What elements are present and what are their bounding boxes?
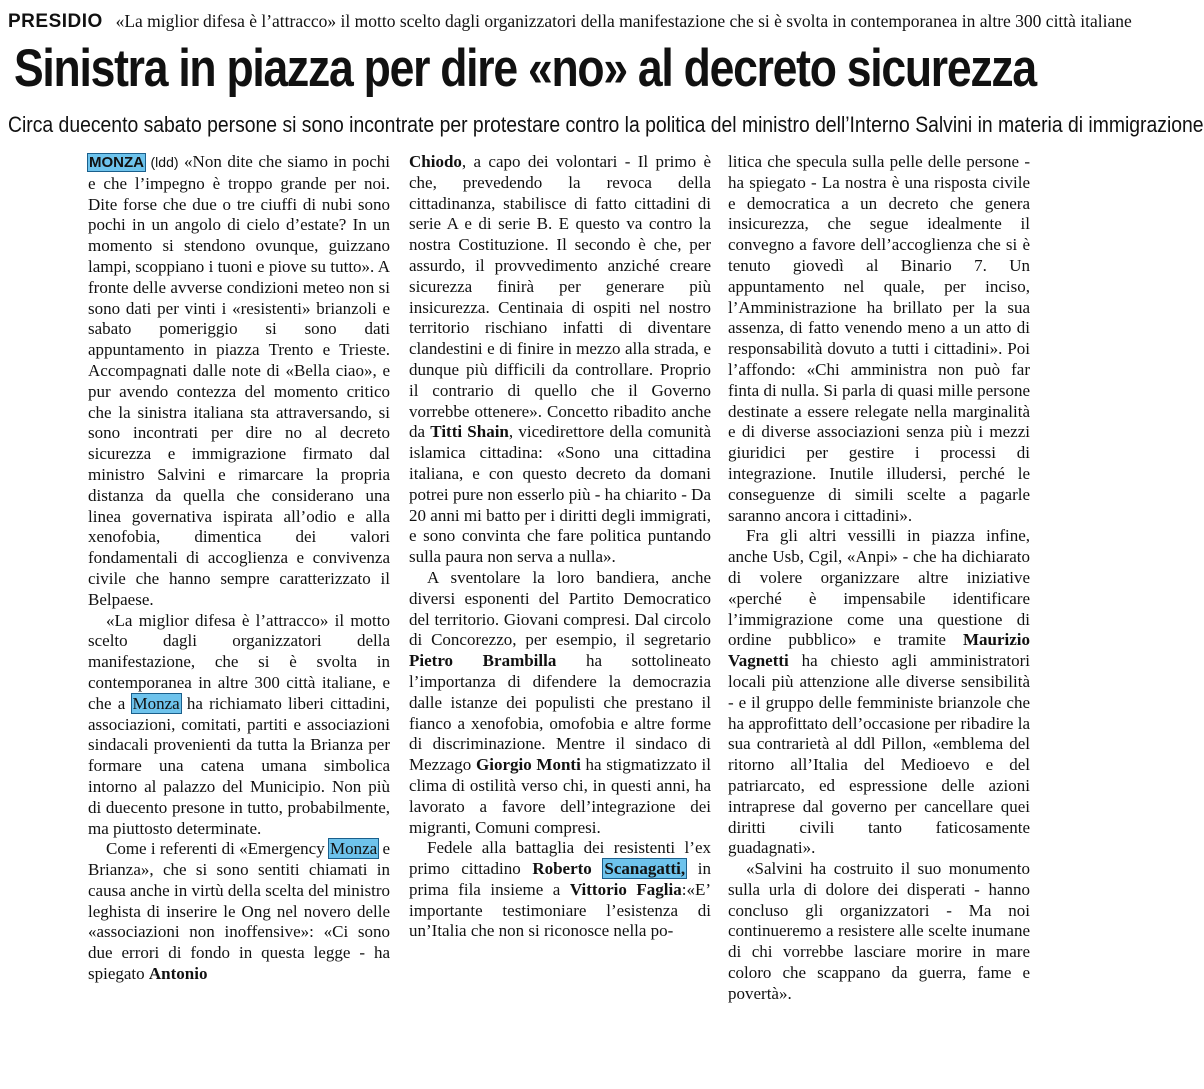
kicker-line	[8, 8, 1132, 34]
person-name: Vittorio Faglia	[569, 879, 682, 899]
paragraph-text: in prima fila insieme a	[409, 859, 711, 899]
paragraph-text: A sventolare la loro bandiera, anche diversi esponenti del Partito Democratico del territorio. Giovani compresi. Dal circolo di Concorezzo, per esempio, il segretario	[409, 567, 711, 650]
paragraph	[409, 838, 711, 942]
paragraph-text: , vicedirettore della comunità islamica cittadina: «Sono una cittadina italiana, e con questo decreto da domani potrei pure non esserlo più - ha chiarito - Da 20 anni mi batto per i diritti degli immigrati, e sono convinta che fare politica puntando sulla paura non serva a nulla».	[409, 422, 712, 567]
paragraph-text: :«E’ importante testimoniare l’esistenza di un’Italia che non si riconosce nella po-	[409, 879, 711, 941]
paragraph	[88, 611, 390, 840]
paragraph-text: ha richiamato liberi cittadini, associazioni, comitati, partiti e associazioni sindacali provenienti da tutta la Brianza per formare una catena umana simbolica intorno al palazzo del Municipio. Non più di duecento presone in tutto, probabilmente, ma piuttosto determinate.	[88, 693, 391, 838]
article-column-2	[409, 152, 711, 1077]
paragraph-text: , a capo dei volontari - Il primo è che, prevedendo la revoca della cittadinanza, stabilisce di fatto cittadini di serie A e di serie B. E questo va contro la nostra Costituzione. Il secondo è che, per assurdo, il provvedimento anziché creare sicurezza finirà per generare più insicurezza. Centinaia di ospiti nel nostro territorio rischiano infatti di diventare clandestini e di finire in mezzo alla strada, e dunque più difficili da controllare. Proprio il contrario di quello che il Governo vorrebbe ottenere». Concetto ribadito anche da	[409, 152, 711, 442]
paragraph	[728, 859, 1030, 1005]
person-name: Chiodo	[409, 152, 462, 171]
highlight-keyword: Monza	[132, 693, 180, 713]
kicker-text: «La miglior difesa è l’attracco» il motto scelto dagli organizzatori della manifestazione che si è svolta in contemporanea in altre 300 città italiane	[115, 11, 1132, 31]
dateline-place: MONZA	[89, 154, 144, 171]
article-column-1	[88, 152, 390, 1077]
highlight-keyword: Scanagatti,	[604, 859, 686, 879]
paragraph-text: «Salvini ha costruito il suo monumento sulla urla di dolore dei disperati - hanno concluso gli organizzatori - Ma noi continueremo a resistere alle scelte inumane di chi vorrebbe lasciare morire in mare coloro che scappano da guerra, fame e povertà».	[728, 859, 1030, 1003]
byline: (ldd)	[150, 154, 179, 170]
paragraph	[728, 526, 1030, 859]
person-name: Titti Shain	[430, 422, 509, 442]
subtitle: Circa duecento sabato persone si sono incontrate per protestare contro la politica del ministro dell’Interno Salvini in materia di immigrazione	[8, 112, 1204, 137]
paragraph-text: e Brianza», che si sono sentiti chiamati in causa anche in virtù della scelta del ministro leghista di inserire le Ong nel novero delle «associazioni non inoffensive»: «Ci sono due errori di fondo in questa legge - ha spiegato	[88, 839, 391, 984]
kicker-tag: PRESIDIO	[8, 11, 103, 32]
paragraph	[728, 152, 1030, 526]
paragraph-text: ha stigmatizzato il clima di ostilità verso chi, in questi anni, ha lavorato a favore dell’integrazione dei migranti, Comuni compresi.	[409, 755, 711, 837]
paragraph	[409, 152, 711, 568]
paragraph	[88, 152, 390, 611]
person-name: Maurizio Vagnetti	[728, 630, 1030, 671]
paragraph-text: «Non dite che siamo in pochi e che l’impegno è troppo grande per noi. Dite forse che due o tre ciuffi di nubi sono pochi in un angolo di cielo d’estate? In un momento si stendono ovunque, guizzano lampi, scoppiano i tuoni e piove su tutto». A fronte delle avverse condizioni meteo non si sono dati per vinti i «resistenti» brianzoli e sabato pomeriggio si sono dati appuntamento in piazza Trento e Trieste. Accompagnati dalle note di «Bella ciao», e pur avendo contezza del momento critico che la sinistra italiana sta attraversando, si sono incontrati per dire no al decreto sicurezza e immigrazione firmato dal ministro Salvini e rimarcare la propria distanza da quella che considerano una linea governativa ispirata all’odio e alla xenofobia, dimentica dei valori fondamentali di accoglienza e convivenza civile che hanno sempre caratterizzato il Belpaese.	[88, 152, 391, 609]
headline: Sinistra in piazza per dire «no» al decreto sicurezza	[14, 39, 1036, 98]
paragraph-text: Fra gli altri vessilli in piazza infine, anche Usb, Cgil, «Anpi» - che ha dichiarato di volere organizzare altre iniziative «perché è impensabile identificare l’immigrazione come una questione di ordine pubblico» e tramite	[728, 526, 1030, 650]
person-name: Giorgio Monti	[476, 755, 581, 775]
paragraph-text: ha sottolineato l’importanza di difendere la democrazia dalle istanze dei populisti che prestano il fianco a xenofobia, omofobia e altre forme di discriminazione. Mentre il sindaco di Mezzago	[409, 651, 711, 775]
person-name: Antonio	[148, 964, 208, 984]
paragraph-text: Come i referenti di «Emergency	[106, 839, 325, 859]
paragraph	[88, 839, 390, 985]
paragraph	[409, 568, 711, 838]
paragraph-text: Fedele alla battaglia dei resistenti l’ex primo cittadino	[409, 838, 711, 879]
paragraph-text: ha chiesto agli amministratori locali più attenzione alle diverse sensibilità - e il gruppo delle femministe brianzole che ha approfittato dell’occasione per ribadire la sua contrarietà al ddl Pillon, «emblema del ritorno all’Italia del Medioevo e del patriarcato, ed espressione delle azioni intraprese dal governo per cancellare quei diritti civili tanto faticosamente guadagnati».	[728, 651, 1031, 858]
paragraph-text: litica che specula sulla pelle delle persone - ha spiegato - La nostra è una risposta civile e democratica a un decreto che genera insicurezza, che segue idealmente il convegno a favore dell’accoglienza che si è tenuto giovedì al Binario 7. Un appuntamento nel quale, per inciso, l’Amministrazione ha brillato per la sua assenza, di fatto venendo meno a un atto di responsabilità dovuto a tutti i cittadini». Poi l’affondo: «Chi amministra non può far finta di nulla. Si parla di quasi mille persone destinate a essere relegate nella marginalità e di diverse associazioni senza più i mezzi giuridici per gestire i processi di integrazione. Inutile illudersi, perché le conseguenze di simili scelte a pagarle saranno ancora i cittadini».	[728, 152, 1030, 525]
highlight-keyword: Monza	[330, 839, 378, 859]
person-name: Roberto	[532, 859, 592, 879]
paragraph-text: «La miglior difesa è l’attracco» il motto scelto dagli organizzatori della manifestazione, che si è svolta in contemporanea in altre 300 città italiane, e che a	[88, 610, 390, 713]
person-name: Pietro Brambilla	[409, 651, 557, 671]
article-column-3	[728, 152, 1030, 1077]
